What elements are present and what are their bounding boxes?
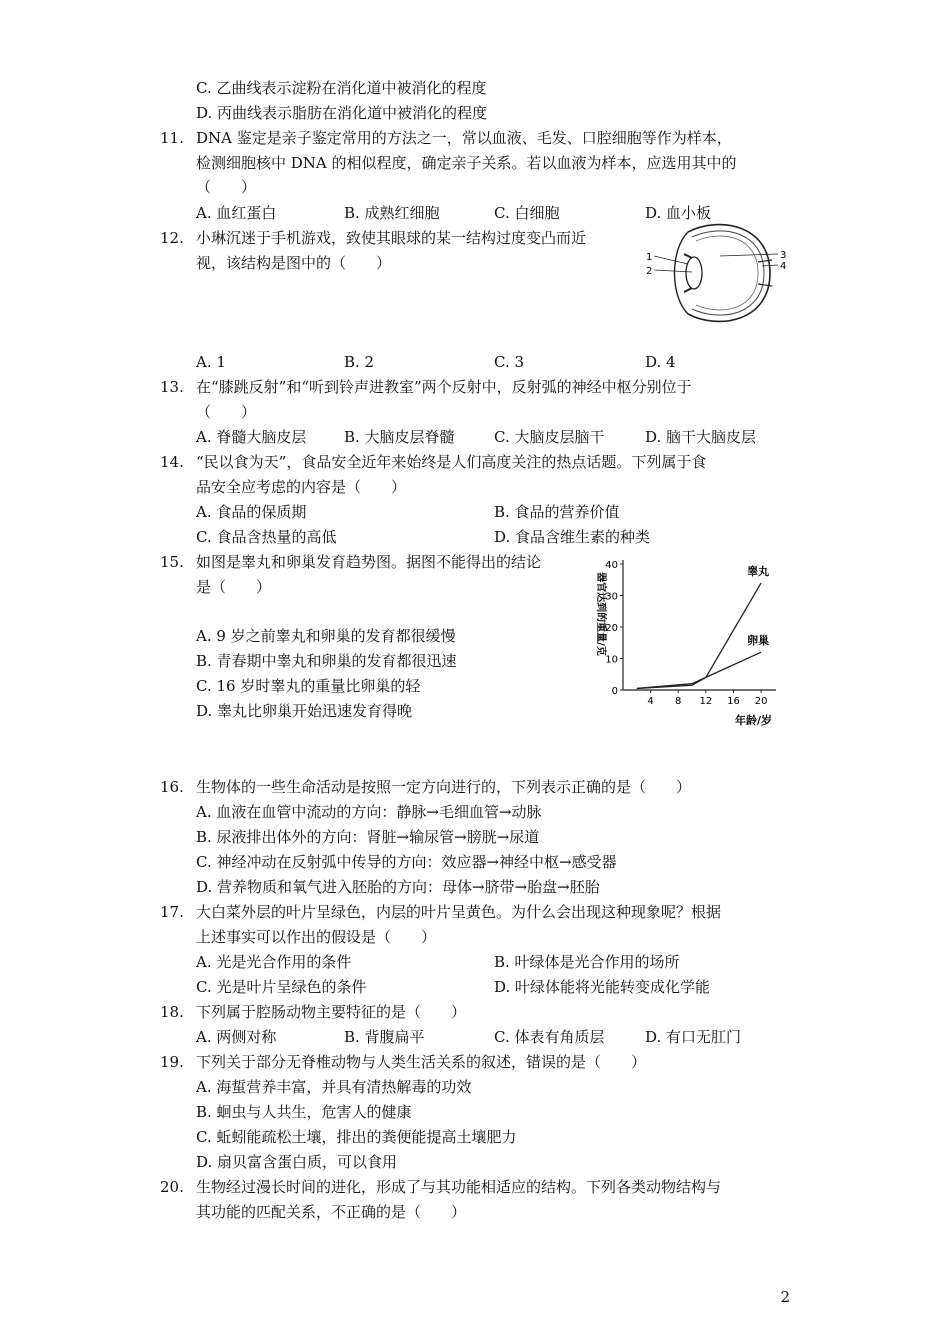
- q15-number: 15.: [160, 553, 184, 571]
- q15-option-b: B. 青春期中睾丸和卵巢的发育都很迅速: [196, 652, 457, 670]
- q19-stem-line1: 下列关于部分无脊椎动物与人类生活关系的叙述，错误的是（ ）: [196, 1053, 647, 1071]
- q13-option-b: B. 大脑皮层脊髓: [344, 428, 455, 446]
- q12-number: 12.: [160, 229, 184, 247]
- gonad-development-chart: [585, 552, 795, 732]
- q16-option-b: B. 尿液排出体外的方向：肾脏→输尿管→膀胱→尿道: [196, 828, 540, 846]
- eye-label-2: 2: [646, 266, 653, 277]
- q11-number: 11.: [160, 129, 184, 147]
- chart-y-axis-label: 器官达到的重量/克: [595, 572, 606, 656]
- chart-x-tick-label: 20: [754, 696, 768, 707]
- q18-option-b: B. 背腹扁平: [344, 1028, 425, 1046]
- q15-option-c: C. 16 岁时睾丸的重量比卵巢的轻: [196, 677, 421, 695]
- chart-x-axis-label: 年龄/岁: [735, 714, 773, 727]
- q16-option-d: D. 营养物质和氧气进入胚胎的方向：母体→脐带→胎盘→胚胎: [196, 878, 600, 896]
- q20-stem-line2: 其功能的匹配关系，不正确的是（ ）: [196, 1203, 467, 1221]
- q13-option-c: C. 大脑皮层脑干: [494, 428, 605, 446]
- eyeball-diagram: [640, 218, 790, 328]
- q12-stem-line1: 小琳沉迷于手机游戏，致使其眼球的某一结构过度变凸而近: [196, 229, 587, 247]
- q20-number: 20.: [160, 1178, 184, 1196]
- q18-option-c: C. 体表有角质层: [494, 1028, 605, 1046]
- q12-option-d: D. 4: [645, 353, 676, 371]
- q14-option-b: B. 食品的营养价值: [494, 503, 620, 521]
- q19-option-b: B. 蛔虫与人共生，危害人的健康: [196, 1103, 412, 1121]
- q11-stem-line3: （ ）: [196, 178, 257, 196]
- q17-stem-line2: 上述事实可以作出的假设是（ ）: [196, 928, 437, 946]
- q10-option-c: C. 乙曲线表示淀粉在消化道中被消化的程度: [196, 79, 487, 97]
- q18-number: 18.: [160, 1003, 184, 1021]
- q12-option-b: B. 2: [344, 353, 375, 371]
- q13-stem-line2: （ ）: [196, 403, 257, 421]
- q18-option-a: A. 两侧对称: [196, 1028, 277, 1046]
- chart-x-tick-label: 4: [647, 696, 654, 707]
- q17-stem-line1: 大白菜外层的叶片呈绿色，内层的叶片呈黄色。为什么会出现这种现象呢？根据: [196, 903, 722, 921]
- q19-option-a: A. 海蜇营养丰富，并具有清热解毒的功效: [196, 1078, 472, 1096]
- q14-option-d: D. 食品含维生素的种类: [494, 528, 651, 546]
- q12-stem-line2: 视，该结构是图中的（ ）: [196, 254, 392, 272]
- q14-stem-line2: 品安全应考虑的内容是（ ）: [196, 478, 407, 496]
- chart-legend-label: 睾丸: [747, 564, 770, 578]
- q11-stem-line2: 检测细胞核中 DNA 的相似程度，确定亲子关系。若以血液为样本，应选用其中的: [196, 154, 737, 172]
- q19-option-c: C. 蚯蚓能疏松土壤，排出的粪便能提高土壤肥力: [196, 1128, 517, 1146]
- chart-legend-label: 卵巢: [747, 634, 770, 648]
- eye-label-4: 4: [780, 261, 787, 272]
- q17-option-b: B. 叶绿体是光合作用的场所: [494, 953, 680, 971]
- q19-option-d: D. 扇贝富含蛋白质，可以食用: [196, 1153, 398, 1171]
- q15-stem-line2: 是（ ）: [196, 578, 272, 596]
- eye-label-1: 1: [646, 252, 653, 263]
- q12-option-a: A. 1: [196, 353, 226, 371]
- q12-option-c: C. 3: [494, 353, 525, 371]
- q11-option-d: D. 血小板: [645, 204, 712, 222]
- q17-option-c: C. 光是叶片呈绿色的条件: [196, 978, 367, 996]
- chart-series-line: [637, 583, 761, 689]
- q13-stem-line1: 在“膝跳反射”和“听到铃声进教室”两个反射中，反射弧的神经中枢分别位于: [196, 378, 692, 396]
- q17-option-a: A. 光是光合作用的条件: [196, 953, 352, 971]
- chart-x-tick-label: 12: [699, 696, 713, 707]
- q14-option-a: A. 食品的保质期: [196, 503, 307, 521]
- q13-number: 13.: [160, 378, 184, 396]
- q11-stem-line1: DNA 鉴定是亲子鉴定常用的方法之一，常以血液、毛发、口腔细胞等作为样本，: [196, 129, 732, 147]
- q14-stem-line1: “民以食为天”，食品安全近年来始终是人们高度关注的热点话题。下列属于食: [196, 453, 707, 471]
- q19-number: 19.: [160, 1053, 184, 1071]
- chart-y-tick-label: 0: [611, 686, 618, 697]
- q10-option-d: D. 丙曲线表示脂肪在消化道中被消化的程度: [196, 104, 488, 122]
- q18-option-d: D. 有口无肛门: [645, 1028, 742, 1046]
- q15-stem-line1: 如图是睾丸和卵巢发育趋势图。据图不能得出的结论: [196, 553, 542, 571]
- q16-option-a: A. 血液在血管中流动的方向：静脉→毛细血管→动脉: [196, 803, 542, 821]
- q15-option-d: D. 睾丸比卵巢开始迅速发育得晚: [196, 702, 413, 720]
- chart-x-tick-label: 16: [727, 696, 740, 707]
- eye-label-3: 3: [780, 250, 787, 261]
- q17-number: 17.: [160, 903, 184, 921]
- q14-option-c: C. 食品含热量的高低: [196, 528, 337, 546]
- q16-option-c: C. 神经冲动在反射弧中传导的方向：效应器→神经中枢→感受器: [196, 853, 617, 871]
- chart-y-tick-label: 30: [605, 591, 618, 603]
- page-number: 2: [780, 1288, 790, 1306]
- chart-series-line: [637, 652, 761, 688]
- q18-stem-line1: 下列属于腔肠动物主要特征的是（ ）: [196, 1003, 467, 1021]
- chart-x-tick-label: 8: [675, 696, 682, 707]
- q16-number: 16.: [160, 778, 184, 796]
- q17-option-d: D. 叶绿体能将光能转变成化学能: [494, 978, 711, 996]
- q20-stem-line1: 生物经过漫长时间的进化，形成了与其功能相适应的结构。下列各类动物结构与: [196, 1178, 722, 1196]
- q11-option-c: C. 白细胞: [494, 204, 560, 222]
- q13-option-a: A. 脊髓大脑皮层: [196, 428, 307, 446]
- q13-option-d: D. 脑干大脑皮层: [645, 428, 757, 446]
- chart-y-tick-label: 10: [605, 654, 618, 666]
- chart-y-tick-label: 40: [605, 560, 618, 571]
- q11-option-b: B. 成熟红细胞: [344, 204, 440, 222]
- q14-number: 14.: [160, 453, 184, 471]
- chart-y-tick-label: 20: [605, 623, 618, 634]
- q16-stem-line1: 生物体的一些生命活动是按照一定方向进行的，下列表示正确的是（ ）: [196, 778, 692, 796]
- q11-option-a: A. 血红蛋白: [196, 204, 277, 222]
- q15-option-a: A. 9 岁之前睾丸和卵巢的发育都很缓慢: [196, 627, 456, 645]
